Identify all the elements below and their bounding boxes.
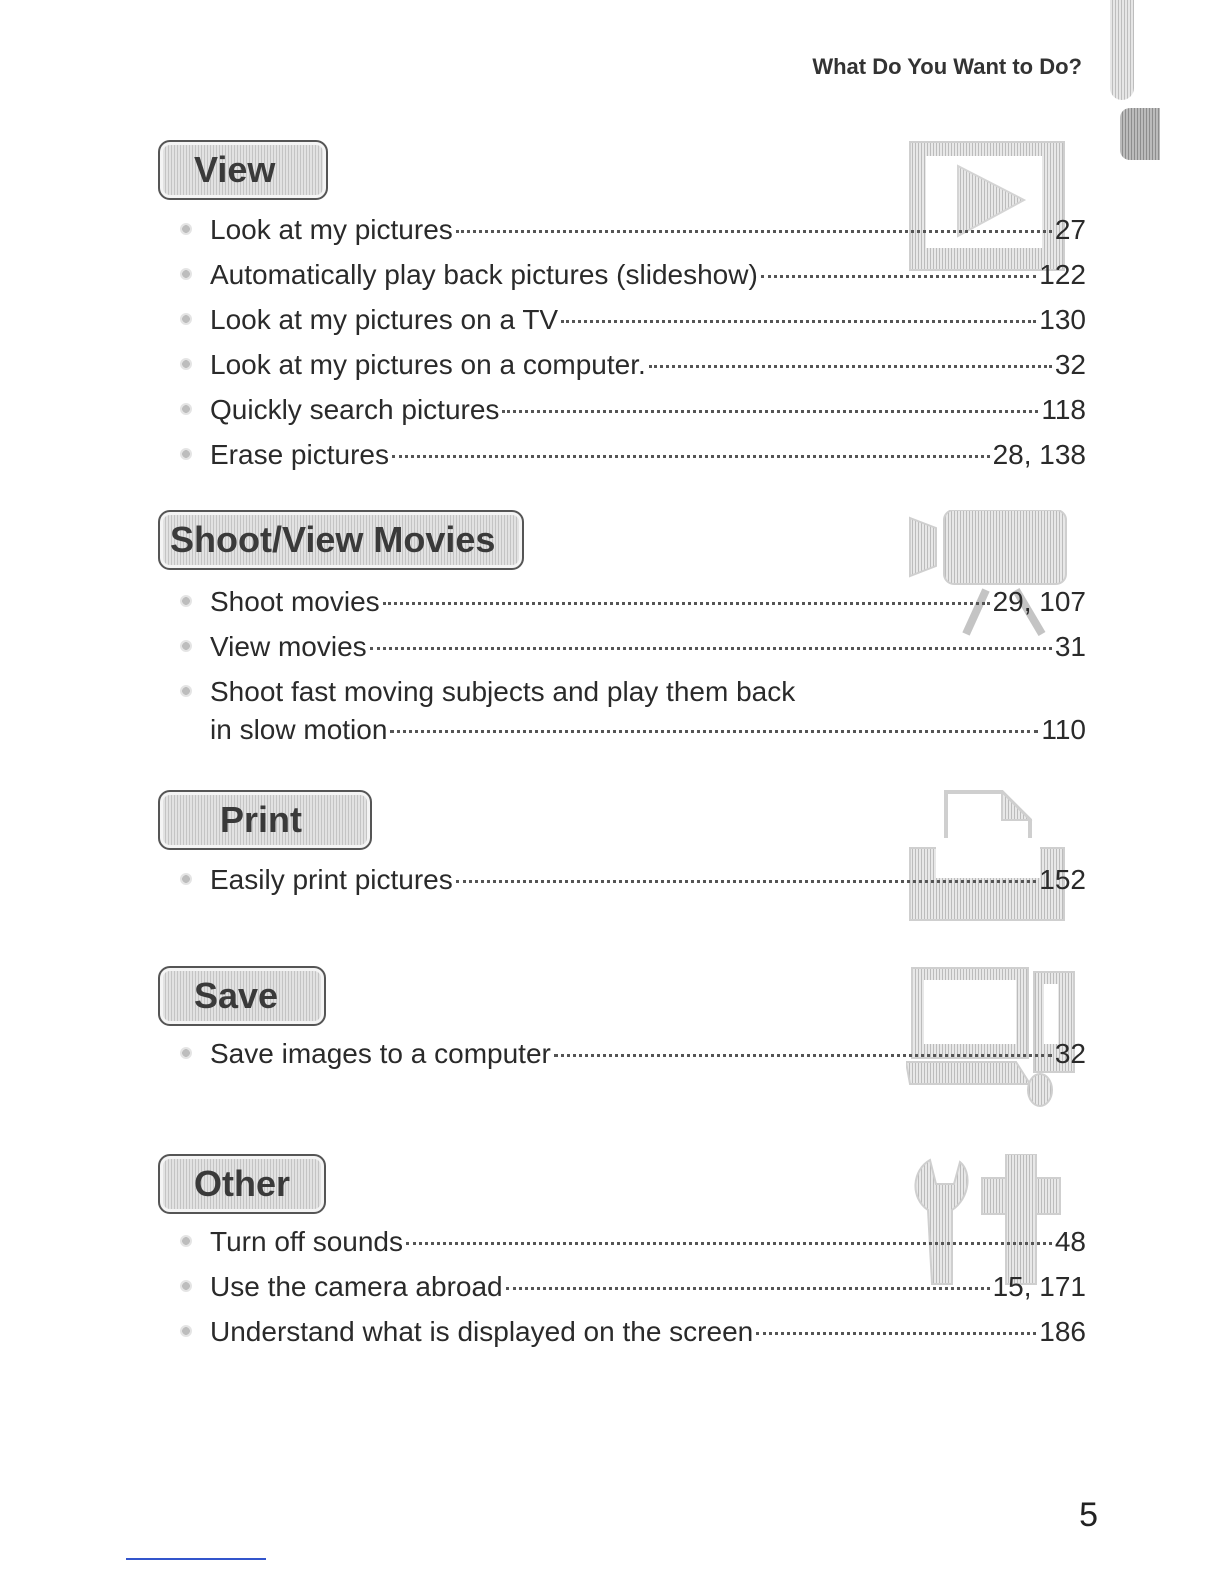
movies-items (180, 586, 1086, 759)
section-label-view: View (158, 140, 328, 200)
bullet-icon (180, 640, 192, 652)
section-label-other: Other (158, 1154, 326, 1214)
bullet-icon (180, 313, 192, 325)
list-item[interactable]: Understand what is displayed on the screen 186 (180, 1316, 1086, 1361)
section-label-save: Save (158, 966, 326, 1026)
chapter-edge-tab (1120, 108, 1160, 160)
page-number: 5 (1079, 1496, 1098, 1534)
bullet-icon (180, 358, 192, 370)
bullet-icon (180, 448, 192, 460)
bullet-icon (180, 1325, 192, 1337)
list-item[interactable]: Look at my pictures 27 (180, 214, 1086, 259)
bullet-icon (180, 1235, 192, 1247)
bullet-icon (180, 595, 192, 607)
section-label-movies: Shoot/View Movies (158, 510, 524, 570)
other-items (180, 1226, 1086, 1361)
page-header: What Do You Want to Do? (812, 54, 1082, 79)
list-item[interactable]: Automatically play back pictures (slideshow) 122 (180, 259, 1086, 304)
print-items (180, 864, 1086, 909)
view-items (180, 214, 1086, 484)
section-label-print: Print (158, 790, 372, 850)
bullet-icon (180, 685, 192, 697)
bullet-icon (180, 268, 192, 280)
bullet-icon (180, 223, 192, 235)
list-item[interactable]: Use the camera abroad 15, 171 (180, 1271, 1086, 1316)
bullet-icon (180, 1280, 192, 1292)
list-item[interactable]: Save images to a computer 32 (180, 1038, 1086, 1083)
list-item[interactable]: Look at my pictures on a TV 130 (180, 304, 1086, 349)
bullet-icon (180, 403, 192, 415)
bullet-icon (180, 1047, 192, 1059)
footer-link-line (126, 1558, 266, 1560)
save-items (180, 1038, 1086, 1083)
list-item[interactable]: Quickly search pictures 118 (180, 394, 1086, 439)
list-item[interactable]: Shoot fast moving subjects and play them back in slow motion 110 (180, 676, 1086, 759)
list-item[interactable]: View movies 31 (180, 631, 1086, 676)
list-item[interactable]: Shoot movies 29, 107 (180, 586, 1086, 631)
list-item[interactable]: Turn off sounds 48 (180, 1226, 1086, 1271)
list-item[interactable]: Erase pictures 28, 138 (180, 439, 1086, 484)
list-item[interactable]: Easily print pictures 152 (180, 864, 1086, 909)
bullet-icon (180, 873, 192, 885)
chapter-edge-tab-top (1110, 0, 1134, 100)
list-item[interactable]: Look at my pictures on a computer. 32 (180, 349, 1086, 394)
